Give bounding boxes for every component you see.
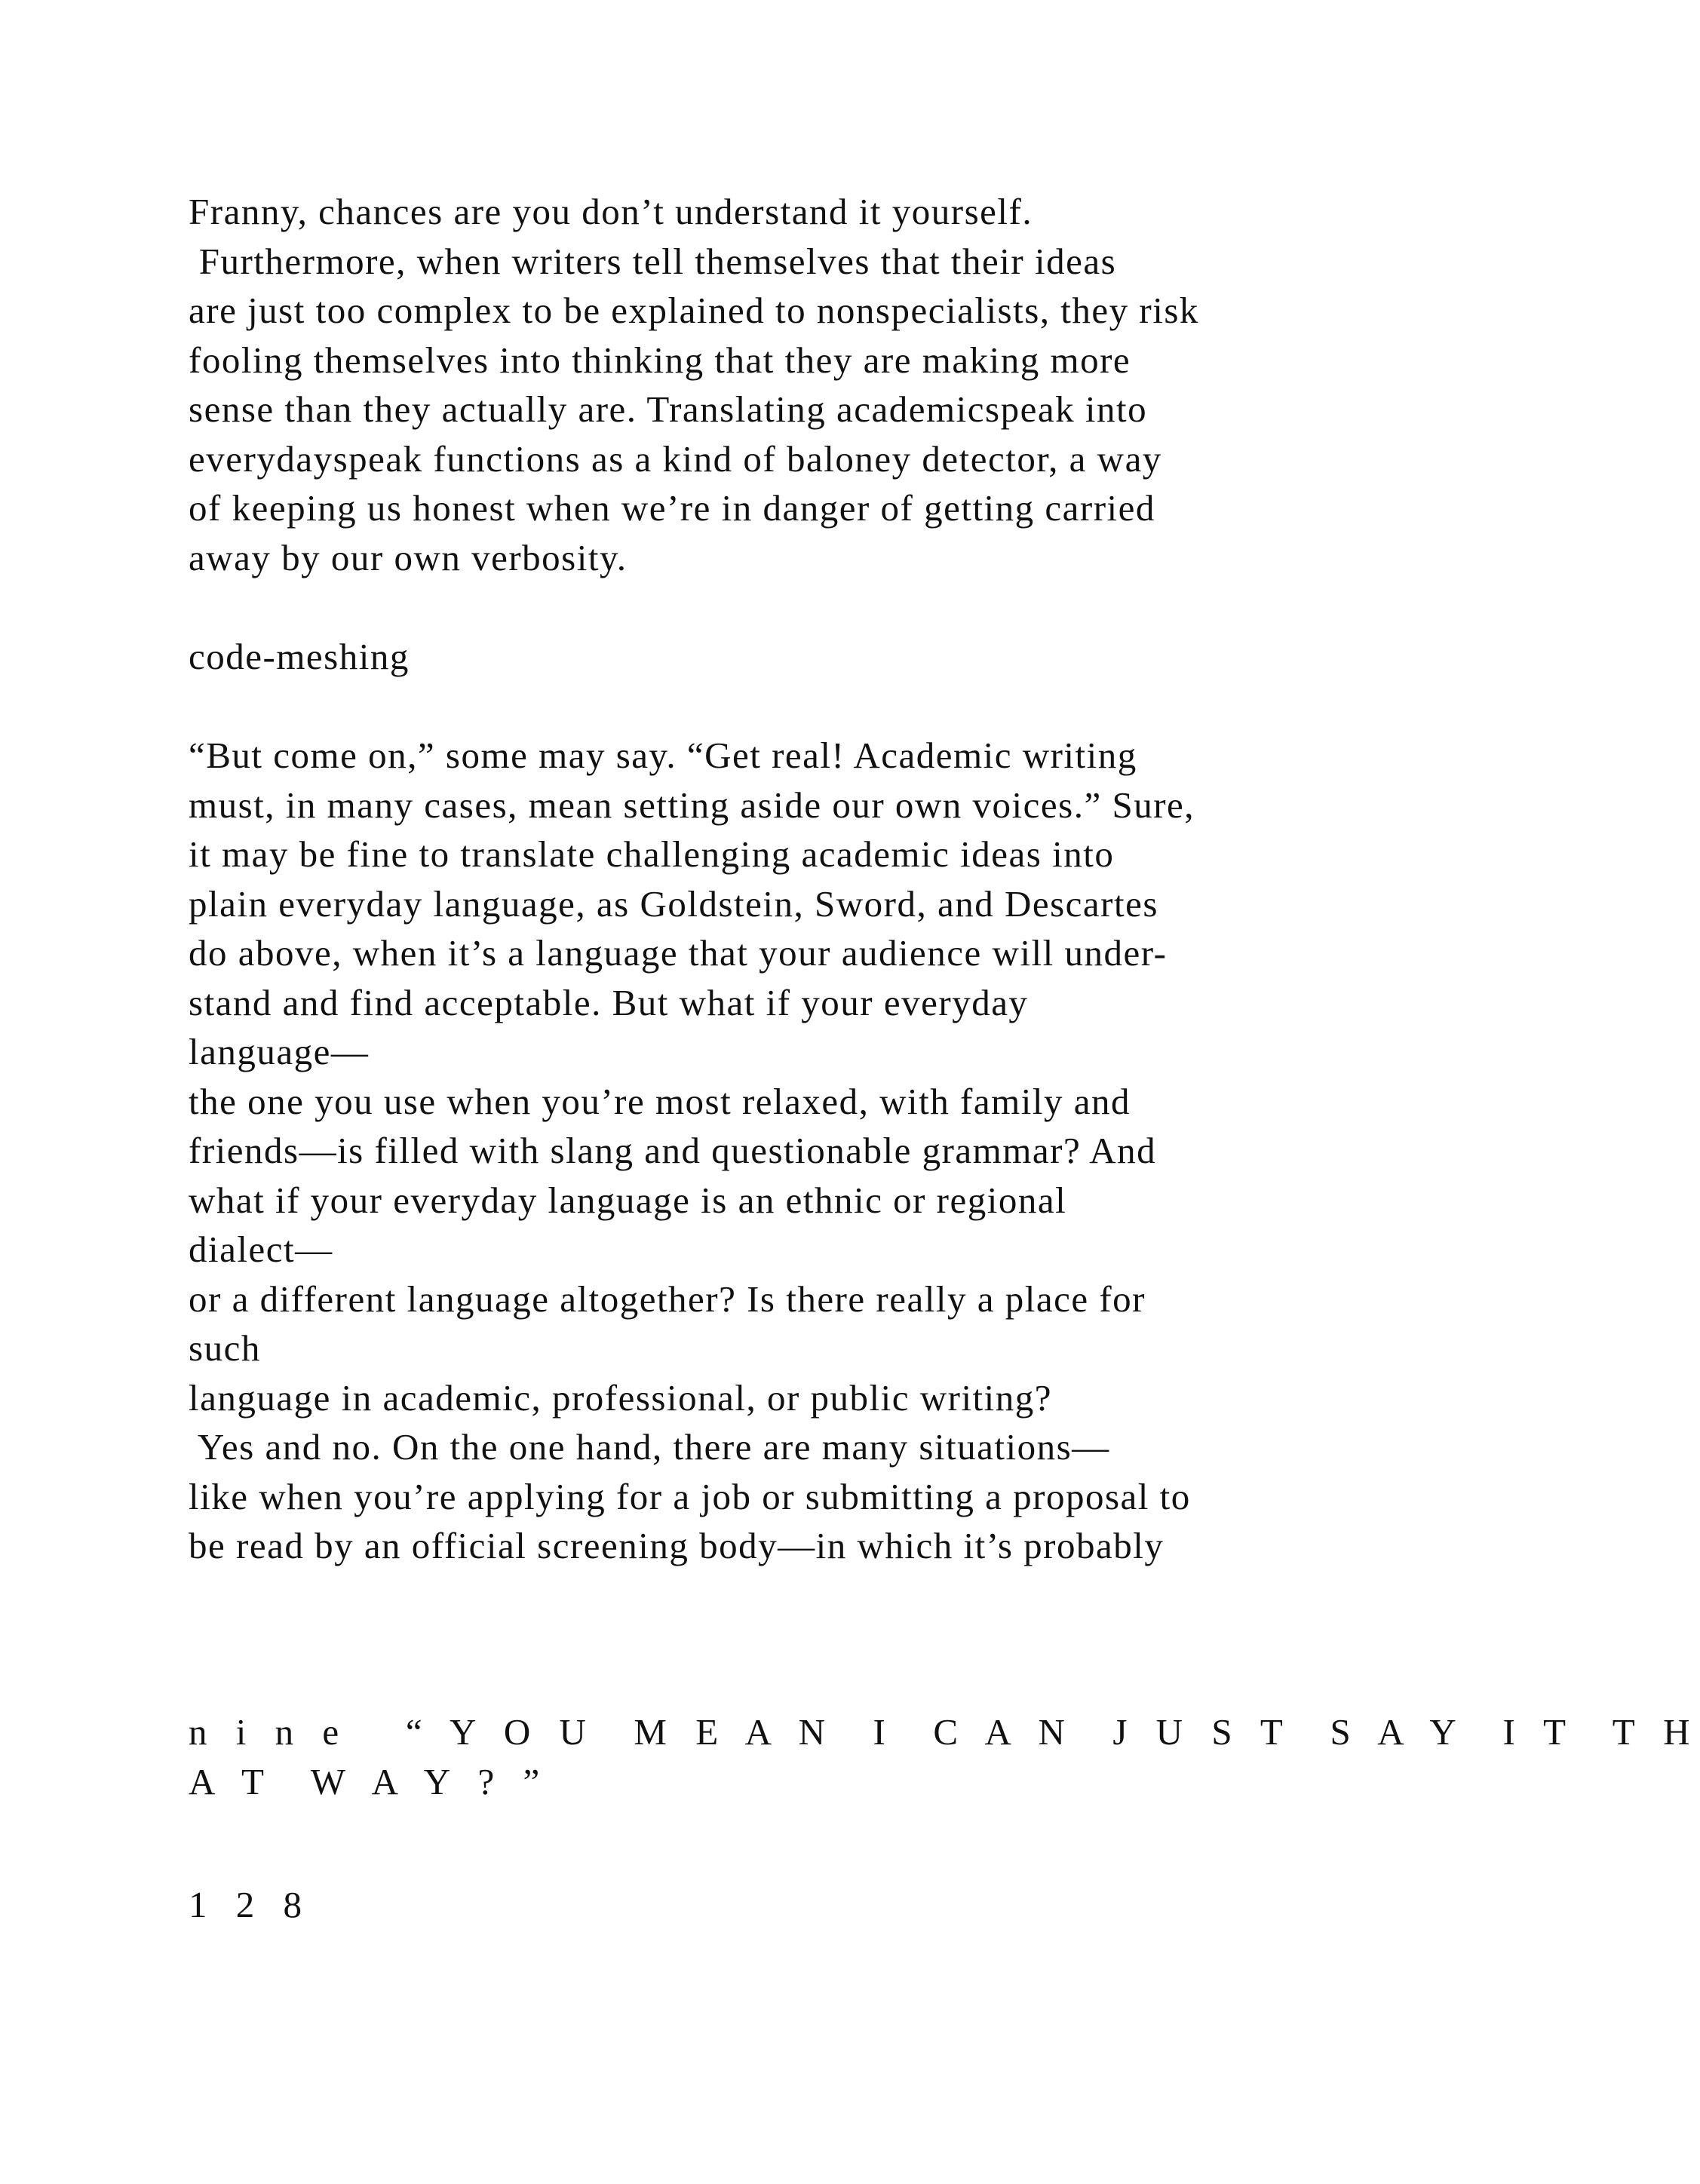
text-line: friends—is filled with slang and questionable grammar? And bbox=[189, 1130, 1157, 1171]
running-header bbox=[189, 1707, 1700, 1806]
text-line: Furthermore, when writers tell themselves that their ideas bbox=[189, 240, 1117, 282]
text-line: do above, when it’s a language that your audience will under- bbox=[189, 932, 1168, 974]
text-line: stand and find acceptable. But what if your everyday bbox=[189, 981, 1029, 1023]
text-line: Franny, chances are you don’t understand it yourself. bbox=[189, 191, 1033, 232]
text-line: language— bbox=[189, 1031, 370, 1072]
text-line: must, in many cases, mean setting aside our own voices.” Sure, bbox=[189, 784, 1195, 826]
text-line: what if your everyday language is an ethnic or regional bbox=[189, 1179, 1067, 1221]
paragraph-2 bbox=[189, 731, 1431, 1571]
text-line: the one you use when you’re most relaxed, with family and bbox=[189, 1080, 1131, 1122]
text-line: “But come on,” some may say. “Get real! Academic writing bbox=[189, 735, 1137, 776]
running-header-line: n i n e “ Y O U M E A N I C A N J U S T S A Y I T T H bbox=[189, 1711, 1700, 1753]
section-heading-text: code-meshing bbox=[189, 636, 410, 677]
text-line: dialect— bbox=[189, 1228, 333, 1270]
text-line: like when you’re applying for a job or submitting a proposal to bbox=[189, 1475, 1191, 1517]
text-line: it may be fine to translate challenging academic ideas into bbox=[189, 833, 1115, 875]
paragraph-1 bbox=[189, 187, 1431, 582]
text-line: everydayspeak functions as a kind of baloney detector, a way bbox=[189, 437, 1162, 480]
text-line: be read by an official screening body—in which it’s probably bbox=[189, 1525, 1165, 1566]
section-heading bbox=[189, 632, 1431, 682]
text-line: fooling themselves into thinking that they are making more bbox=[189, 339, 1131, 381]
text-line: are just too complex to be explained to nonspecialists, they risk bbox=[189, 290, 1199, 331]
page-number-text: 1 2 8 bbox=[189, 1884, 311, 1925]
page-number bbox=[189, 1880, 1431, 1930]
text-line: such bbox=[189, 1327, 261, 1369]
text-line: sense than they actually are. Translating academicspeak into bbox=[189, 388, 1148, 430]
text-line: Yes and no. On the one hand, there are many situations— bbox=[189, 1426, 1110, 1468]
text-line: language in academic, professional, or public writing? bbox=[189, 1376, 1053, 1419]
text-line: plain everyday language, as Goldstein, Sword, and Descartes bbox=[189, 882, 1158, 925]
running-header-line: A T W A Y ? ” bbox=[189, 1760, 550, 1802]
text-line: away by our own verbosity. bbox=[189, 536, 628, 578]
text-line: of keeping us honest when we’re in danger of getting carried bbox=[189, 487, 1155, 529]
text-line: or a different language altogether? Is there really a place for bbox=[189, 1278, 1146, 1320]
